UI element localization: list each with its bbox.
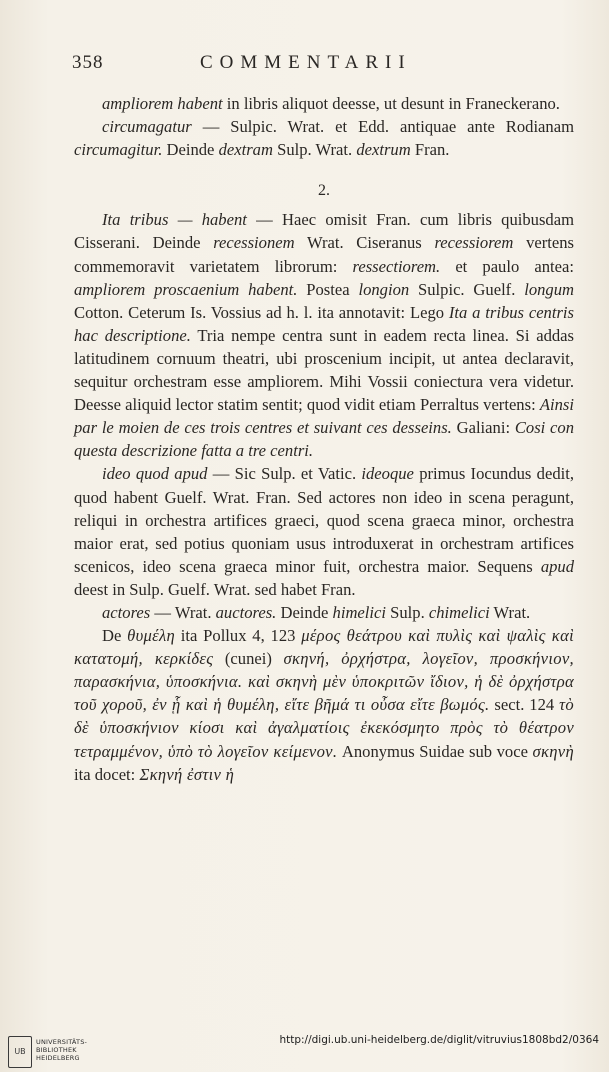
variant: auctores. bbox=[215, 602, 277, 622]
text-run: Deinde bbox=[276, 602, 333, 622]
text-run: Anonymus Suidae sub voce bbox=[337, 741, 533, 761]
variant: recessiorem bbox=[434, 233, 514, 253]
text-run: Tria nempe centra sunt in eadem recta linea. Si addas latitudinem cornuum theatri, ubi proscenium incipit, ut antea declaravit, sequitur orchestram esse ampliorem. Mihi Vossii coniectura vera videtur. Deesse aliquid lector statim sentit; quod vidit etiam Perraltus vertens: bbox=[74, 325, 574, 415]
text-run: primus Iocundus dedit, quod habent Guelf. Wrat. Fran. Sed actores non ideo in scena peragunt, reliqui in orchestra artifices graeci, quod scena graeca minor, orchestra maior erat, sed potius quoniam usus introduxerat in orchestram artifices scenicos, ideo scena graeca minor fuit, orchestra maior. Sequens bbox=[74, 464, 574, 576]
variant: ampliorem proscaenium habent. bbox=[74, 279, 298, 299]
library-name bbox=[36, 1038, 87, 1062]
text-run: — Sic Sulp. et Vatic. bbox=[207, 464, 362, 484]
text-run: in libris aliquot deesse, ut desunt in Franeckerano. bbox=[222, 94, 560, 113]
greek-quotation: μέρος θεάτρου καὶ πυλὶς καὶ ψαλὶς καὶ κατατομή, κερκίδες bbox=[74, 626, 574, 669]
text-run: Cotton. Ceterum Is. Vossius ad h. l. ita annotavit: Lego bbox=[74, 302, 449, 322]
lemma: circumagatur bbox=[102, 117, 192, 137]
greek-quotation: σκηνή, ὀρχήστρα, λογεῖον, προσκήνιον, παρασκήνια, ὑποσκήνια. καὶ σκηνὴ μὲν ὑποκριτῶν ἴδιον, ἡ δὲ ὀρχήστρα τοῦ χοροῦ, ἐν ᾗ καὶ ἡ θυμέλη, εἴτε βῆμά τι οὖσα εἴτε βωμός. bbox=[74, 649, 574, 715]
variant: dextram bbox=[218, 140, 273, 160]
text-run: — Sulpic. Wrat. et Edd. antiquae ante Rodianam bbox=[191, 117, 574, 137]
page-number: 358 bbox=[72, 52, 104, 73]
text-run: (cunei) bbox=[213, 649, 284, 669]
text-run: Sulp. bbox=[385, 602, 429, 622]
text-run: vertens commemoravit varietatem librorum: bbox=[74, 233, 574, 276]
commentary-text bbox=[74, 92, 574, 786]
section-number: 2. bbox=[318, 182, 330, 200]
text-run: Deinde bbox=[162, 140, 219, 160]
variant: apud bbox=[540, 556, 574, 576]
paragraph-2 bbox=[74, 115, 574, 161]
variant: ressectiorem. bbox=[352, 256, 441, 276]
source-url-link[interactable]: http://digi.ub.uni-heidelberg.de/diglit/vitruvius1808bd2/0364 bbox=[279, 1034, 599, 1046]
text-run: De bbox=[102, 626, 128, 646]
library-crest-icon: UB bbox=[8, 1036, 32, 1068]
text-run: Wrat. bbox=[489, 602, 531, 622]
text-run: deest in Sulp. Guelf. Wrat. sed habet Fran. bbox=[74, 579, 356, 599]
quotation: Ita a tribus centris hac descriptione. bbox=[74, 302, 574, 345]
footer-bar bbox=[0, 1030, 609, 1072]
text-run: Wrat. Ciseranus bbox=[294, 233, 435, 253]
library-name-line: BIBLIOTHEK bbox=[36, 1046, 77, 1054]
text-run: ita docet: bbox=[74, 764, 140, 784]
library-name-line: UNIVERSITÄTS- bbox=[36, 1038, 88, 1046]
page-header bbox=[60, 50, 580, 80]
lemma: ideo quod apud bbox=[102, 464, 208, 484]
text-run: Postea bbox=[297, 279, 359, 299]
variant: himelici bbox=[332, 602, 386, 622]
text-run: — Wrat. bbox=[150, 602, 216, 622]
lemma: ampliorem habent bbox=[102, 94, 223, 113]
text-run: Sulpic. Guelf. bbox=[409, 279, 525, 299]
library-logo[interactable] bbox=[8, 1036, 138, 1068]
text-run: et paulo antea: bbox=[440, 256, 574, 276]
variant: dextrum bbox=[356, 140, 411, 160]
paragraph-3 bbox=[74, 208, 574, 462]
greek-term: σκηνὴ bbox=[532, 741, 574, 761]
variant: ideoque bbox=[361, 464, 414, 484]
lemma: actores bbox=[102, 602, 151, 622]
variant: circumagitur. bbox=[74, 140, 163, 160]
paragraph-4 bbox=[74, 462, 574, 601]
paragraph-5 bbox=[74, 601, 574, 624]
library-name-line: HEIDELBERG bbox=[36, 1054, 80, 1062]
variant: longion bbox=[358, 279, 410, 299]
quotation: Ainsi par le moien de ces trois centres et suivant ces desseins. bbox=[74, 395, 574, 438]
greek-quotation: Σκηνή ἐστιν ἡ bbox=[139, 764, 235, 784]
variant: recessionem bbox=[213, 233, 295, 253]
text-run: ita Pollux 4, 123 bbox=[175, 626, 302, 646]
text-run: Galiani: bbox=[451, 418, 515, 438]
text-run: Fran. bbox=[410, 140, 450, 160]
text-run: — Haec omisit Fran. cum libris quibusdam Cisserani. Deinde bbox=[74, 210, 574, 253]
text-run: Sulp. Wrat. bbox=[272, 140, 357, 160]
lemma: Ita tribus — habent bbox=[102, 210, 247, 230]
quotation: Cosi con questa descrizione fatta a tre centri. bbox=[74, 418, 574, 461]
paragraph-1 bbox=[74, 92, 574, 115]
running-head: COMMENTARII bbox=[200, 52, 412, 73]
text-run: sect. 124 bbox=[489, 695, 560, 715]
greek-quotation: τὸ δὲ ὑποσκήνιον κίοσι καὶ ἀγαλματίοις ἐκεκόσμητο πρὸς τὸ θέατρον τετραμμένον, ὑπὸ τὸ λογεῖον κείμενον. bbox=[74, 695, 574, 761]
variant: chimelici bbox=[428, 602, 490, 622]
paragraph-6 bbox=[74, 624, 574, 786]
greek-term: θυμέλη bbox=[127, 626, 175, 646]
variant: longum bbox=[524, 279, 574, 299]
